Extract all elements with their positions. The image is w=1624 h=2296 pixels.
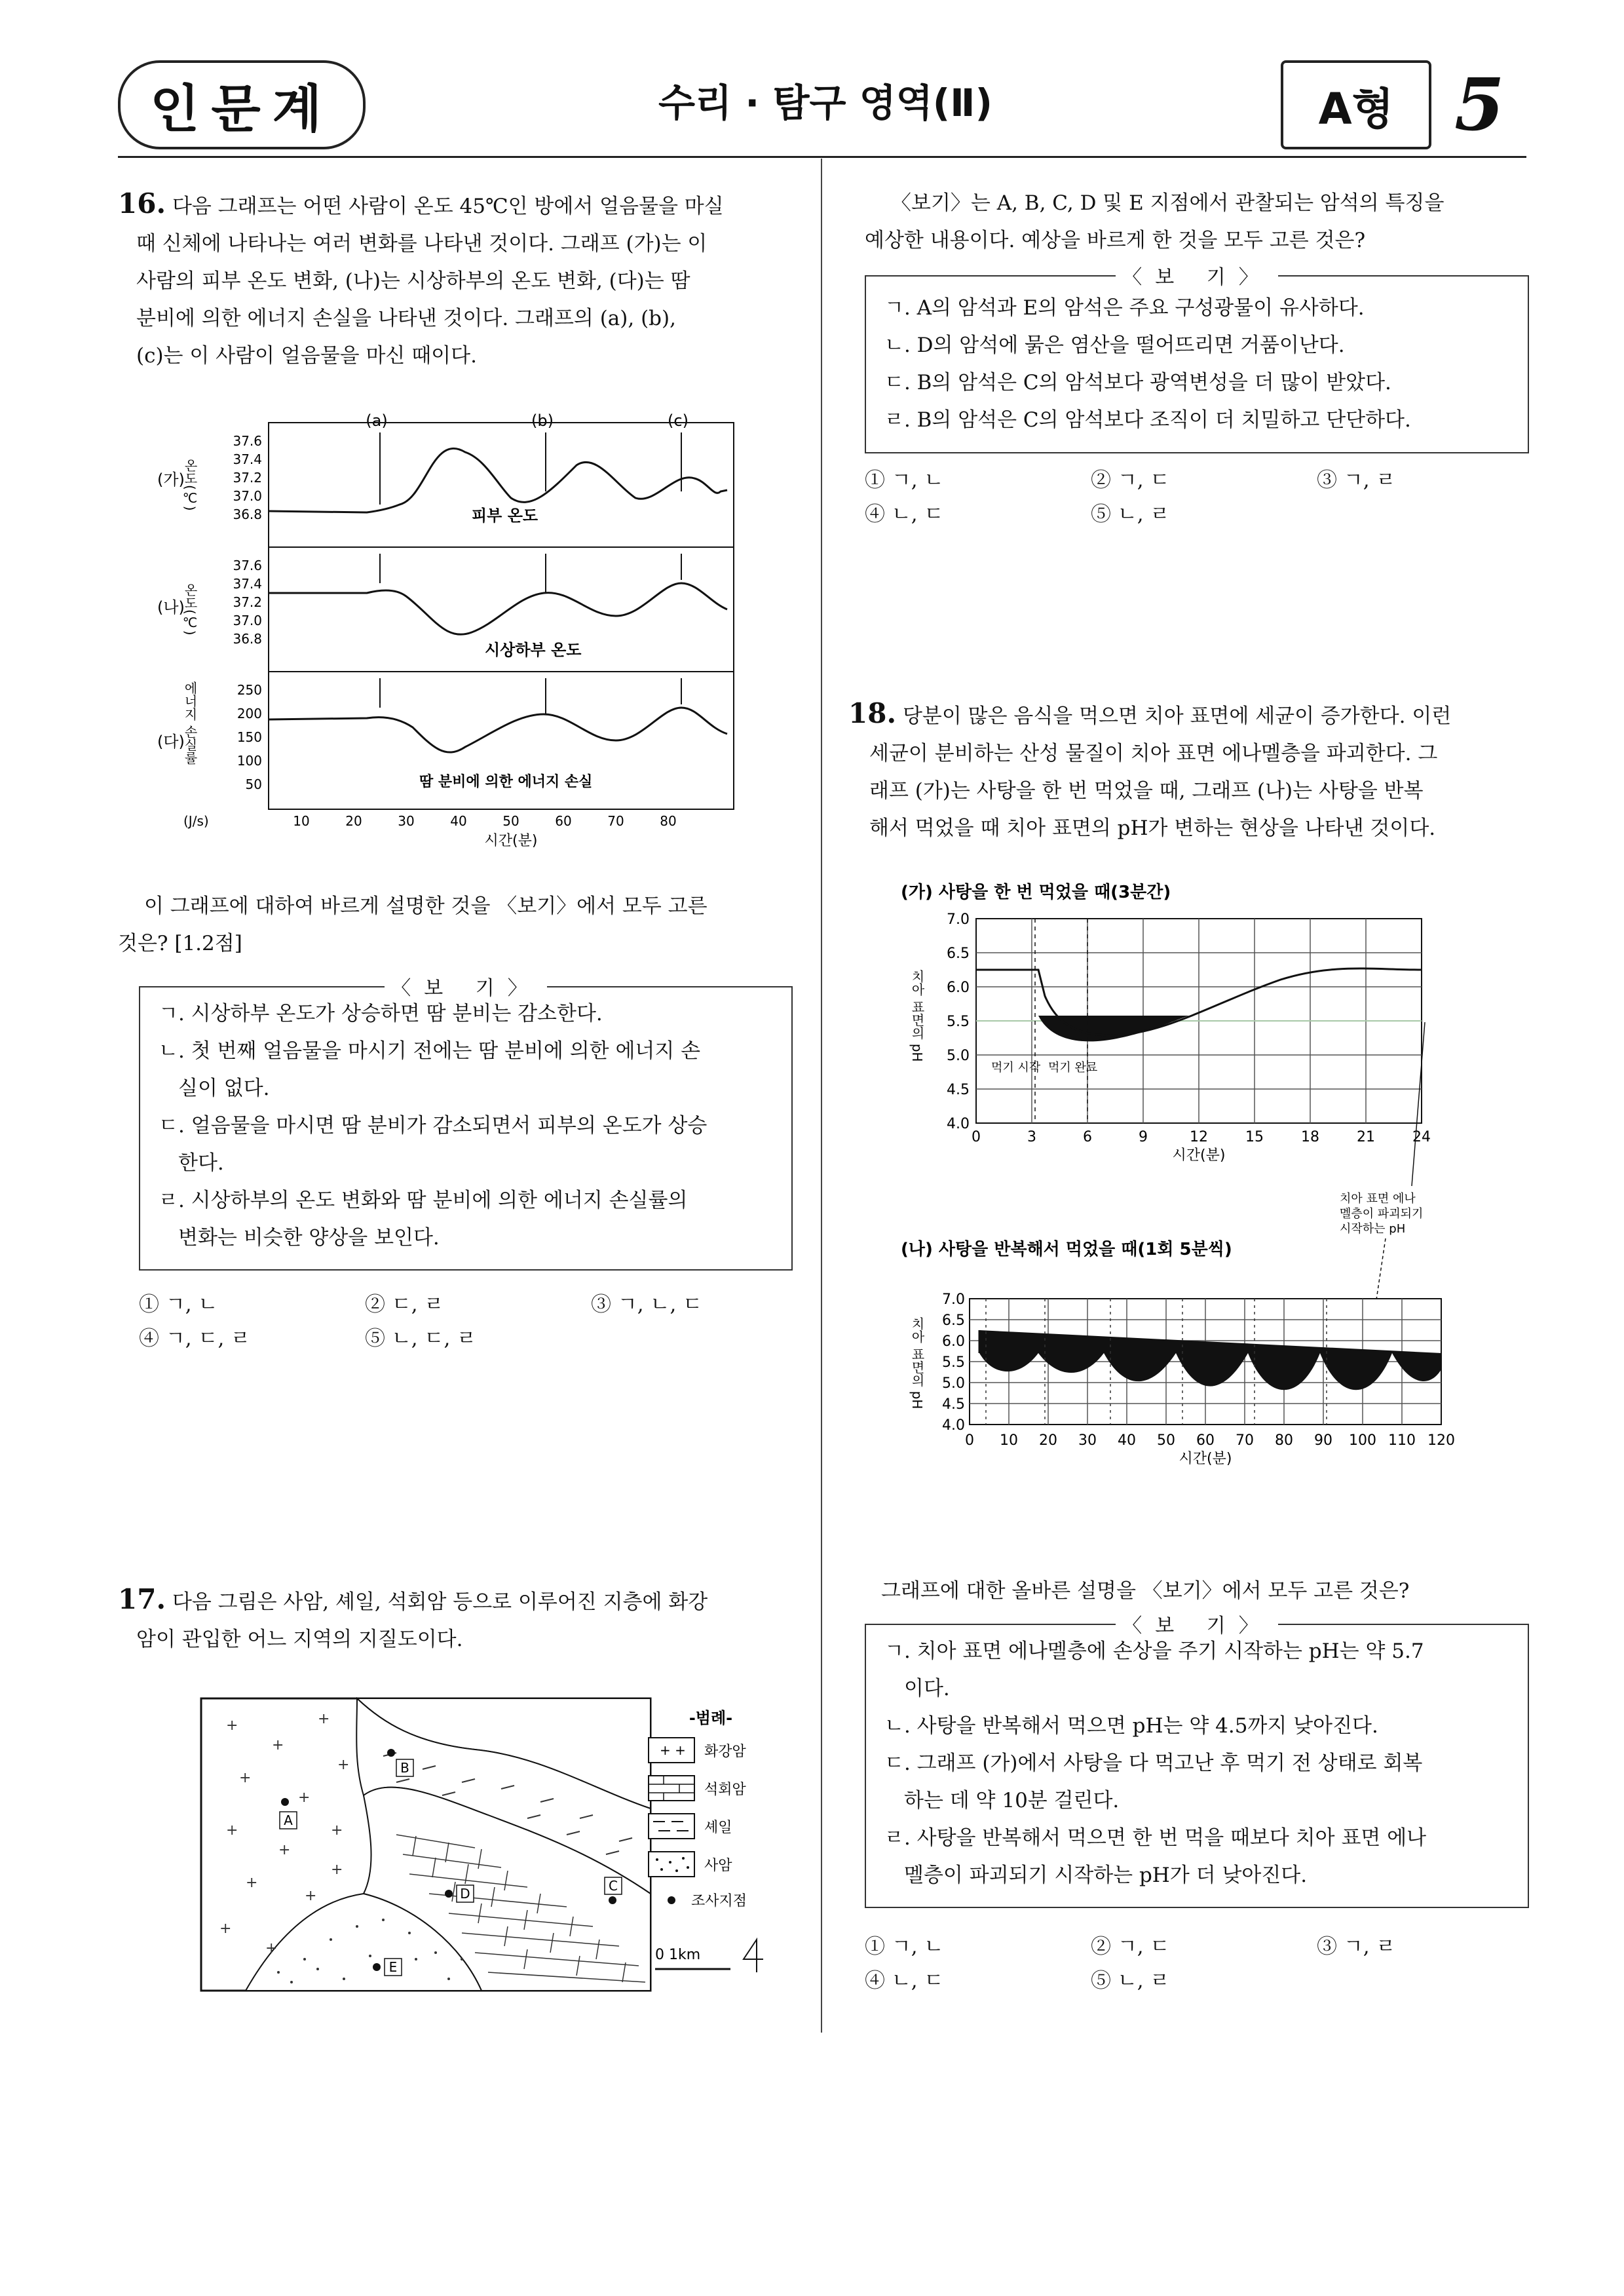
- svg-text:150: 150: [236, 729, 262, 745]
- svg-text:50: 50: [1157, 1432, 1175, 1449]
- point-a-label: A: [284, 1812, 293, 1828]
- graph-a-ylabel: 치아 표면의 pH: [909, 970, 925, 1062]
- svg-text:37.0: 37.0: [233, 488, 262, 504]
- svg-text:50: 50: [502, 813, 519, 829]
- graph-a-title: (가) 사탕을 한 번 먹었을 때(3분간): [901, 883, 1171, 902]
- svg-text:80: 80: [1275, 1432, 1293, 1449]
- q16-choice-1[interactable]: ① ㄱ, ㄴ: [139, 1293, 218, 1316]
- scale-label: 0 1km: [655, 1947, 701, 1963]
- q17-choice-3[interactable]: ③ ㄱ, ㄹ: [1317, 469, 1396, 492]
- q18-choice-5[interactable]: ⑤ ㄴ, ㄹ: [1091, 1969, 1170, 1993]
- q18-choice-1[interactable]: ① ㄱ, ㄴ: [865, 1935, 944, 1959]
- q18-question: 그래프에 대한 올바른 설명을 〈보기〉에서 모두 고른 것은?: [881, 1579, 1410, 1603]
- q17-bogi-box: 〈보 기〉 ㄱ. A의 암석과 E의 암석은 주요 구성광물이 유사하다. ㄴ. D의 암석에 묽은 염산을 떨어뜨리면 거품이난다. ㄷ. B의 암석은 C의 암석보다 광역변성을 더 많이 받았다. ㄹ. B의 암석은 C의 암석보다 조직이 더 치밀하고 단단하다.: [865, 275, 1529, 453]
- q16-choice-4[interactable]: ④ ㄱ, ㄷ, ㄹ: [139, 1327, 251, 1350]
- svg-text:시작하는 pH: 시작하는 pH: [1340, 1222, 1406, 1236]
- panel-na-label: (나): [157, 598, 185, 617]
- svg-text:40: 40: [1118, 1432, 1136, 1449]
- svg-text:15: 15: [1245, 1129, 1264, 1145]
- svg-text:36.8: 36.8: [233, 507, 262, 522]
- page-title: 수리 · 탐구 영역(Ⅱ): [658, 81, 992, 125]
- svg-text:+: +: [331, 1862, 343, 1878]
- q18-number: 18.: [848, 697, 897, 729]
- q18-graphs: [888, 871, 1477, 1546]
- q16-question: 이 그래프에 대하여 바르게 설명한 것을 〈보기〉에서 모두 고른 것은? [1.2점]: [118, 894, 708, 955]
- q18-choice-3[interactable]: ③ ㄱ, ㄹ: [1317, 1935, 1396, 1959]
- legend-granite: 화강암: [704, 1744, 746, 1760]
- svg-text:4.0: 4.0: [942, 1417, 965, 1434]
- q16-number: 16.: [118, 187, 166, 220]
- label-start: 먹기 시작: [991, 1061, 1041, 1075]
- marker-b: (b): [531, 411, 554, 430]
- svg-text:멜층이 파괴되기: 멜층이 파괴되기: [1340, 1207, 1424, 1221]
- graph-b-title: (나) 사탕을 반복해서 먹었을 때(1회 5분씩): [901, 1240, 1232, 1259]
- header-rule: [118, 156, 1526, 158]
- svg-text:60: 60: [555, 813, 572, 829]
- svg-text:+: +: [265, 1940, 278, 1957]
- svg-text:7.0: 7.0: [947, 911, 970, 928]
- legend-shale: 셰일: [704, 1820, 732, 1836]
- q18-choice-2[interactable]: ② ㄱ, ㄷ: [1091, 1935, 1170, 1959]
- svg-text:+: +: [219, 1921, 232, 1937]
- svg-text:250: 250: [236, 682, 262, 698]
- svg-text:70: 70: [607, 813, 624, 829]
- svg-text:9: 9: [1139, 1129, 1148, 1145]
- svg-text:4.5: 4.5: [942, 1396, 965, 1413]
- svg-text:37.2: 37.2: [233, 594, 262, 610]
- svg-text:+: +: [226, 1717, 238, 1734]
- q17-geologic-map: [200, 1697, 652, 1992]
- curve-ga-label: 피부 온도: [472, 507, 538, 525]
- svg-text:5.0: 5.0: [942, 1375, 965, 1392]
- svg-text:+: +: [278, 1842, 291, 1858]
- svg-text:6.0: 6.0: [947, 980, 970, 996]
- q17-number: 17.: [118, 1583, 166, 1615]
- svg-text:37.6: 37.6: [233, 433, 262, 449]
- panel-da-label: (다): [157, 733, 185, 751]
- q17-continued-stem: 〈보기〉는 A, B, C, D 및 E 지점에서 관찰되는 암석의 특징을 예상한 내용이다. 예상을 바르게 한 것을 모두 고른 것은?: [865, 191, 1445, 252]
- svg-text:12: 12: [1190, 1129, 1208, 1145]
- svg-text:+: +: [226, 1822, 238, 1839]
- svg-text:6.5: 6.5: [947, 946, 970, 962]
- panel-ga-unit: 온도(℃): [182, 459, 198, 511]
- svg-text:18: 18: [1301, 1129, 1319, 1145]
- section-badge: 인문계: [118, 60, 366, 149]
- q17-stem: 17. 다음 그림은 사암, 셰일, 석회암 등으로 이루어진 지층에 화강 암이 관입한 어느 지역의 지질도이다.: [118, 1583, 708, 1651]
- svg-text:+: +: [318, 1711, 330, 1727]
- curve-da-label: 땀 분비에 의한 에너지 손실: [419, 774, 593, 790]
- q16-choice-5[interactable]: ⑤ ㄴ, ㄷ, ㄹ: [365, 1327, 477, 1350]
- column-divider: [821, 159, 822, 2033]
- q17-choice-2[interactable]: ② ㄱ, ㄷ: [1091, 469, 1170, 492]
- svg-text:4.5: 4.5: [947, 1082, 970, 1098]
- marker-c: (c): [668, 411, 689, 430]
- q17-choice-5[interactable]: ⑤ ㄴ, ㄹ: [1091, 503, 1170, 526]
- svg-text:10: 10: [1000, 1432, 1018, 1449]
- q17-choice-1[interactable]: ① ㄱ, ㄴ: [865, 469, 944, 492]
- svg-text:30: 30: [398, 813, 415, 829]
- curve-na-label: 시상하부 온도: [485, 641, 582, 659]
- svg-text:37.6: 37.6: [233, 558, 262, 573]
- point-c-label: C: [609, 1878, 618, 1894]
- svg-text:+: +: [331, 1822, 343, 1839]
- page-number: 5: [1454, 62, 1505, 147]
- svg-text:60: 60: [1196, 1432, 1215, 1449]
- graph-b-ylabel: 치아 표면의 pH: [909, 1317, 925, 1409]
- svg-text:37.4: 37.4: [233, 451, 262, 467]
- svg-text:5.0: 5.0: [947, 1048, 970, 1064]
- point-d-label: D: [460, 1886, 470, 1902]
- svg-text:3: 3: [1027, 1129, 1036, 1145]
- svg-text:5.5: 5.5: [942, 1354, 965, 1371]
- marker-a: (a): [366, 411, 388, 430]
- svg-text:6: 6: [1083, 1129, 1092, 1145]
- q18-bogi-box: 〈보 기〉 ㄱ. 치아 표면 에나멜층에 손상을 주기 시작하는 pH는 약 5.7 이다. ㄴ. 사탕을 반복해서 먹으면 pH는 약 4.5까지 낮아진다. ㄷ. 그래프 (가)에서 사탕을 다 먹고난 후 먹기 전 상태로 회복 하는 데 약 10분 걸린다. ㄹ. 사탕을 반복해서 먹으면 한 번 먹을 때보다 치아 표면 에나 멜층이 파괴되기 시작하는 pH가 더 낮아진다.: [865, 1624, 1529, 1908]
- svg-text:6.5: 6.5: [942, 1312, 965, 1329]
- svg-text:90: 90: [1314, 1432, 1332, 1449]
- q18-stem: 18. 당분이 많은 음식을 먹으면 치아 표면에 세균이 증가한다. 이런 세균이 분비하는 산성 물질이 치아 표면 에나멜층을 파괴한다. 그 래프 (가)는 사탕을 한 번 먹었을 때, 그래프 (나)는 사탕을 반복 해서 먹었을 때 치아 표면의 pH가 변하는 현상을 나타낸 것이다.: [848, 697, 1452, 840]
- svg-text:+: +: [298, 1789, 311, 1806]
- svg-text:20: 20: [345, 813, 362, 829]
- panel-ga-label: (가): [157, 470, 185, 489]
- q16-stem: 16. 다음 그래프는 어떤 사람이 온도 45℃인 방에서 얼음물을 마실 때 신체에 나타나는 여러 변화를 나타낸 것이다. 그래프 (가)는 이 사람의 피부 온도 변화, (나)는 시상하부의 온도 변화, (다)는 땀 분비에 의한 에너지 손실을 나타낸 것이다. 그래프의 (a), (b), (c)는 이 사람이 얼음물을 마신 때이다.: [118, 187, 724, 368]
- svg-text:+: +: [246, 1875, 258, 1891]
- svg-text:+: +: [239, 1770, 252, 1786]
- svg-text:37.0: 37.0: [233, 613, 262, 628]
- q16-choice-2[interactable]: ② ㄷ, ㄹ: [365, 1293, 444, 1316]
- svg-text:37.2: 37.2: [233, 470, 262, 486]
- point-e-label: E: [388, 1959, 398, 1975]
- legend-point: 조사지점: [691, 1893, 747, 1909]
- svg-text:200: 200: [236, 706, 262, 721]
- svg-text:40: 40: [450, 813, 467, 829]
- svg-text:7.0: 7.0: [942, 1292, 965, 1308]
- q17-legend: [645, 1697, 803, 1992]
- legend-limestone: 석회암: [704, 1782, 746, 1798]
- q18-choices: [865, 1930, 1546, 1998]
- panel-da-unit: 에너지 손실률: [182, 681, 198, 765]
- svg-text:100: 100: [236, 753, 262, 769]
- q17-choices: [865, 463, 1546, 531]
- svg-text:5.5: 5.5: [947, 1014, 970, 1030]
- panel-na-unit: 온도(℃): [182, 583, 198, 636]
- svg-text:4.0: 4.0: [947, 1116, 970, 1132]
- graph-b-xlabel: 시간(분): [1179, 1451, 1232, 1467]
- q16-xlabel: 시간(분): [484, 833, 538, 849]
- svg-text:치아 표면 에나: 치아 표면 에나: [1340, 1192, 1416, 1206]
- label-end: 먹기 완료: [1048, 1061, 1098, 1075]
- svg-text:70: 70: [1236, 1432, 1254, 1449]
- svg-text:100: 100: [1349, 1432, 1376, 1449]
- svg-text:0: 0: [965, 1432, 974, 1449]
- svg-text:30: 30: [1078, 1432, 1097, 1449]
- svg-text:10: 10: [293, 813, 310, 829]
- svg-text:+: +: [337, 1757, 350, 1773]
- svg-text:37.4: 37.4: [233, 576, 262, 592]
- svg-text:21: 21: [1357, 1129, 1375, 1145]
- point-b-label: B: [400, 1760, 409, 1776]
- svg-text:50: 50: [245, 776, 262, 792]
- q16-bogi-box: 〈보 기〉 ㄱ. 시상하부 온도가 상승하면 땀 분비는 감소한다. ㄴ. 첫 번째 얼음물을 마시기 전에는 땀 분비에 의한 에너지 손 실이 없다. ㄷ. 얼음물을 마시면 땀 분비가 감소되면서 피부의 온도가 상승 한다. ㄹ. 시상하부의 온도 변화와 땀 분비에 의한 에너지 손실률의 변화는 비슷한 양상을 보인다.: [139, 986, 793, 1271]
- svg-text:+: +: [272, 1737, 284, 1753]
- enamel-annotation: [1340, 1192, 1423, 1236]
- legend-title: -범례-: [689, 1709, 733, 1727]
- svg-text:36.8: 36.8: [233, 631, 262, 647]
- svg-text:+: +: [305, 1888, 317, 1904]
- legend-sandstone: 사암: [704, 1858, 732, 1874]
- panel-da-unit-sub: (J/s): [183, 813, 209, 829]
- graph-a-xlabel: 시간(분): [1172, 1147, 1226, 1164]
- q17-choice-4[interactable]: ④ ㄴ, ㄷ: [865, 503, 944, 526]
- svg-text:80: 80: [660, 813, 677, 829]
- granite-swatch-marks: + +: [660, 1742, 686, 1758]
- svg-text:120: 120: [1427, 1432, 1455, 1449]
- svg-text:110: 110: [1388, 1432, 1416, 1449]
- exam-type-box: A형: [1281, 60, 1431, 149]
- q18-choice-4[interactable]: ④ ㄴ, ㄷ: [865, 1969, 944, 1993]
- north-arrow-icon: [744, 1940, 763, 1972]
- svg-text:20: 20: [1039, 1432, 1057, 1449]
- q16-graph: [118, 406, 812, 852]
- svg-text:0: 0: [972, 1129, 981, 1145]
- svg-text:24: 24: [1412, 1129, 1431, 1145]
- q16-choice-3[interactable]: ③ ㄱ, ㄴ, ㄷ: [591, 1293, 703, 1316]
- svg-text:6.0: 6.0: [942, 1333, 965, 1350]
- q16-choices: [139, 1288, 820, 1356]
